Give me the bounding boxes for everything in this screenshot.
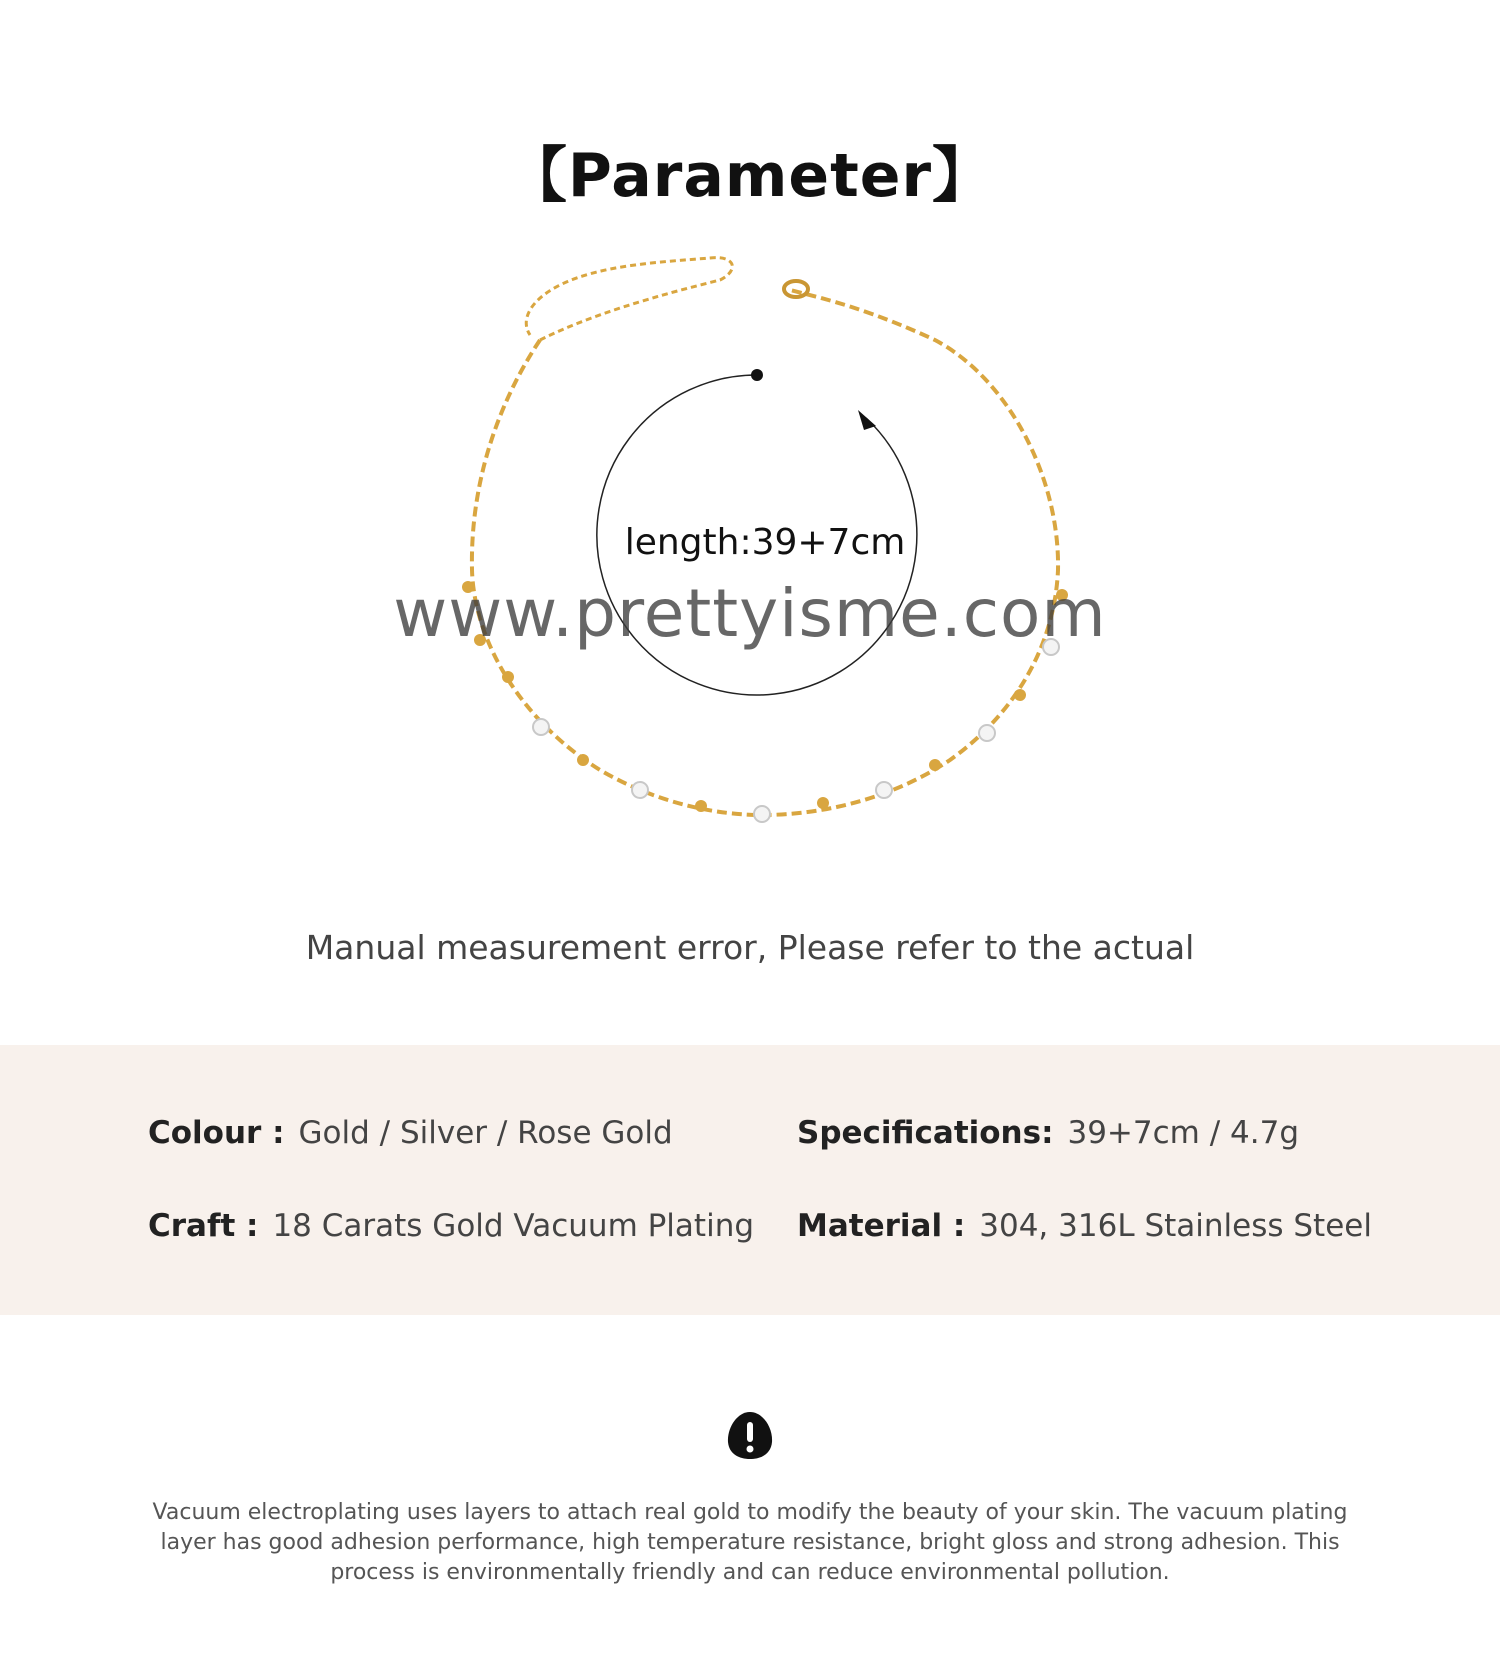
exclamation-icon (727, 1410, 773, 1460)
spec-craft-value: 18 Carats Gold Vacuum Plating (272, 1208, 755, 1244)
spec-material (797, 1208, 1372, 1244)
watermark: www.prettyisme.com (393, 575, 1107, 652)
spec-colour (148, 1115, 673, 1151)
spec-material-key: Material : (797, 1208, 966, 1244)
spec-colour-value: Gold / Silver / Rose Gold (298, 1115, 673, 1151)
spec-craft (148, 1208, 754, 1244)
spec-craft-key: Craft : (148, 1208, 259, 1244)
spec-material-value: 304, 316L Stainless Steel (979, 1208, 1372, 1244)
spec-specifications-value: 39+7cm / 4.7g (1067, 1115, 1300, 1151)
spec-specifications (797, 1115, 1299, 1151)
measurement-note: Manual measurement error, Please refer to the actual (305, 928, 1195, 967)
spec-specifications-key: Specifications: (797, 1115, 1054, 1151)
length-label: length:39+7cm (624, 522, 906, 563)
footer-description: Vacuum electroplating uses layers to attach real gold to modify the beauty of your skin. The vacuum plating layer has good adhesion performance, high temperature resistance, bright gloss and strong adhesion. This process is environmentally friendly and can reduce environmental pollution. (152, 1500, 1348, 1585)
page-title: 【Parameter】 (506, 141, 994, 211)
spec-band (0, 1045, 1500, 1315)
spec-colour-key: Colour : (148, 1115, 285, 1151)
